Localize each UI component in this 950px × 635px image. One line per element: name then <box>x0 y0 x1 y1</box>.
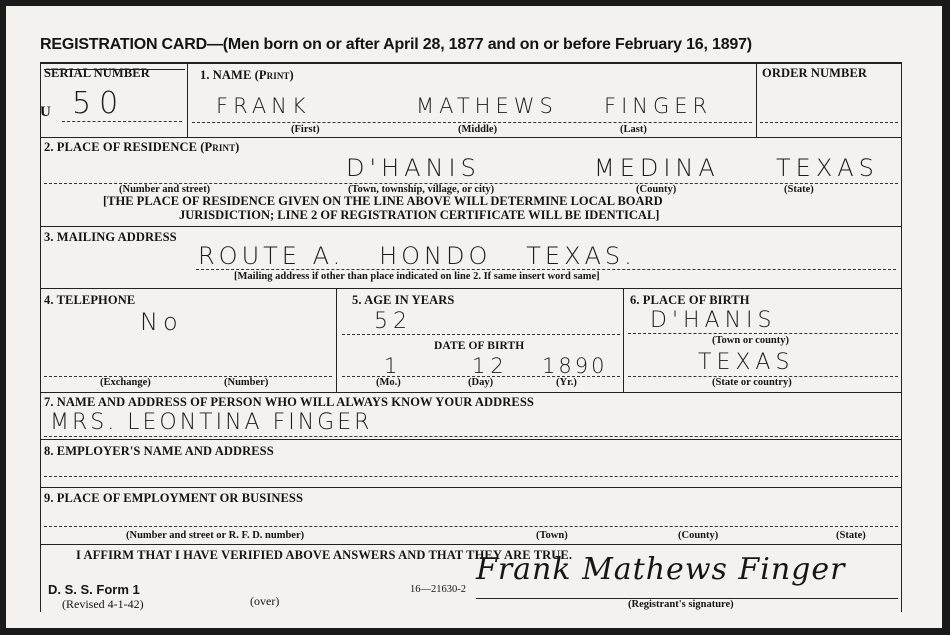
date-of-birth-label: DATE OF BIRTH <box>434 340 525 352</box>
name-line <box>192 122 752 123</box>
birthplace-town-line <box>628 333 898 334</box>
row8-bottom-rule <box>40 487 902 488</box>
last-caption: (Last) <box>620 124 647 135</box>
employer-line <box>44 476 898 477</box>
day-caption: (Day) <box>468 377 494 388</box>
serial-divider <box>187 62 188 137</box>
mailing-line <box>196 269 896 270</box>
row1-bottom-rule <box>40 137 902 138</box>
row3-bottom-rule <box>40 288 902 289</box>
first-caption: (First) <box>291 124 320 135</box>
month-caption: (Mo.) <box>376 377 401 388</box>
residence-county-value: MEDINA <box>594 154 720 182</box>
birth-year-value: 1890 <box>542 354 608 378</box>
middle-caption: (Middle) <box>458 124 498 135</box>
exchange-caption: (Exchange) <box>100 377 151 388</box>
age-value: 52 <box>374 309 412 334</box>
card-title: REGISTRATION CARD—(Men born on or after April 28, 1877 and on or before February 16, 1897) <box>40 36 752 53</box>
jurisdiction-notice-line1: [THE PLACE OF RESIDENCE GIVEN ON THE LINE ABOVE WILL DETERMINE LOCAL BOARD <box>103 194 663 208</box>
row9-bottom-rule <box>40 544 902 545</box>
serial-number-value: 50 <box>72 86 127 121</box>
serial-prefix: U <box>40 104 51 120</box>
year-caption: (Yr.) <box>556 377 577 388</box>
residence-county-caption: (County) <box>636 184 677 195</box>
name-label: 1. NAME (Print) <box>200 68 294 82</box>
employment-state-caption: (State) <box>836 530 866 541</box>
residence-state-caption: (State) <box>784 184 814 195</box>
mailing-caption: [Mailing address if other than place indicated on line 2. If same insert word same] <box>234 271 600 282</box>
contact-line <box>44 436 898 437</box>
last-name-value: FINGER <box>604 94 713 118</box>
employment-county-caption: (County) <box>678 530 719 541</box>
over-note: (over) <box>250 594 280 608</box>
contact-person-value: MRS. LEONTINA FINGER <box>50 410 373 435</box>
row4-bottom-rule <box>40 392 902 393</box>
registration-card <box>6 6 942 628</box>
order-number-label: ORDER NUMBER <box>762 66 868 80</box>
age-line <box>342 334 620 335</box>
left-rule <box>40 62 41 612</box>
employment-label: 9. PLACE OF EMPLOYMENT OR BUSINESS <box>44 491 303 505</box>
birthplace-town-caption: (Town or county) <box>712 335 790 346</box>
birthplace-label: 6. PLACE OF BIRTH <box>630 293 750 307</box>
affirmation-text: I AFFIRM THAT I HAVE VERIFIED ABOVE ANSWERS AND THAT THEY ARE TRUE. <box>76 548 573 562</box>
telephone-label: 4. TELEPHONE <box>44 293 136 307</box>
right-rule <box>901 62 902 612</box>
order-divider <box>756 62 757 137</box>
residence-town-value: D'HANIS <box>346 154 481 182</box>
birthplace-state-value: TEXAS <box>698 350 795 375</box>
employer-label: 8. EMPLOYER'S NAME AND ADDRESS <box>44 444 274 458</box>
mailing-address-label: 3. MAILING ADDRESS <box>44 230 177 244</box>
age-birth-divider <box>623 288 624 392</box>
jurisdiction-notice-line2: JURISDICTION; LINE 2 OF REGISTRATION CERTIFICATE WILL BE IDENTICAL] <box>179 208 660 222</box>
serial-label: SERIAL NUMBER <box>44 66 150 80</box>
form-number: D. S. S. Form 1 <box>48 582 140 597</box>
employment-street-caption: (Number and street or R. F. D. number) <box>126 530 305 541</box>
residence-state-value: TEXAS <box>776 154 879 182</box>
tel-age-divider <box>336 288 337 392</box>
contact-person-label: 7. NAME AND ADDRESS OF PERSON WHO WILL ALWAYS KNOW YOUR ADDRESS <box>44 395 534 409</box>
age-label: 5. AGE IN YEARS <box>352 293 455 307</box>
serial-underline <box>44 69 185 70</box>
residence-street-caption: (Number and street) <box>119 184 211 195</box>
birth-month-value: 1 <box>384 354 403 378</box>
signature-caption: (Registrant's signature) <box>628 599 734 610</box>
row2-bottom-rule <box>40 226 902 227</box>
telephone-line <box>44 376 332 377</box>
registrant-signature: Frank Mathews Finger <box>476 552 846 587</box>
residence-label: 2. PLACE OF RESIDENCE (Print) <box>44 140 240 154</box>
order-line <box>760 122 898 123</box>
birthplace-state-caption: (State or country) <box>712 377 792 388</box>
first-name-value: FRANK <box>216 94 311 118</box>
row7-bottom-rule <box>40 439 902 440</box>
top-rule <box>40 62 902 64</box>
serial-line <box>62 121 182 122</box>
print-code: 16—21630-2 <box>410 584 466 595</box>
employment-town-caption: (Town) <box>536 530 568 541</box>
mailing-address-value: ROUTE A. HONDO TEXAS. <box>198 242 636 270</box>
form-revision: (Revised 4-1-42) <box>62 597 144 611</box>
birthplace-town-value: D'HANIS <box>650 308 777 333</box>
employment-line <box>44 526 898 527</box>
birth-day-value: 12 <box>472 354 509 378</box>
middle-name-value: MATHEWS <box>416 94 558 118</box>
residence-town-caption: (Town, township, village, or city) <box>348 184 495 195</box>
telephone-value: No <box>140 308 183 336</box>
number-caption: (Number) <box>224 377 269 388</box>
